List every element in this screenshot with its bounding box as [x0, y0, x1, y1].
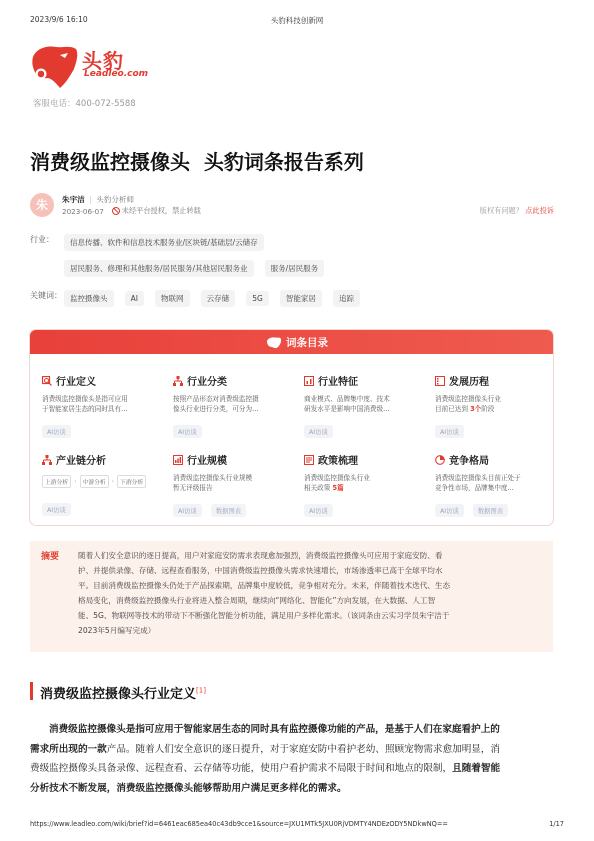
toc-card-desc [304, 483, 422, 493]
toc-card-desc: 消费级监控摄像头行业规模 [173, 474, 253, 482]
keyword-tag[interactable]: 智能家居 [280, 290, 322, 307]
abstract-line: 格局变化，消费级监控摄像头行业将进入整合周期，继续向“网络化、智能化”方向发展，在大数据、人工智 [78, 596, 436, 606]
page-number: 1/17 [549, 820, 564, 828]
brand-name: 头豹 [82, 49, 124, 73]
toc-card-desc: 于智能家居生态的同时具有... [42, 405, 128, 414]
keyword-tag[interactable]: AI [125, 291, 144, 306]
toc-card-desc-post: 阶段 [481, 405, 495, 414]
keyword-tag[interactable]: 追踪 [333, 290, 360, 307]
toc-card-desc-pre: 目前已达到 [435, 405, 471, 414]
abstract-line: 2023年5月编写完成） [78, 626, 156, 636]
hotline: 客服电话：400-072-5588 [33, 99, 136, 109]
toc-card-definition[interactable] [42, 373, 160, 438]
section-accent-bar [30, 682, 33, 700]
toc-card-desc: 消费级监控摄像头目前正处于 [435, 474, 521, 482]
abstract-line: 能、5G、物联网等技术的带动下不断强化智能分析功能，满足用户多样化需求。（该词条由云实习学员朱宇洁于 [78, 611, 450, 621]
timeline-icon [435, 376, 445, 386]
copyright-notice: 未经平台授权，禁止转载 [121, 206, 201, 215]
leadleo-logo[interactable] [30, 43, 80, 95]
toc-banner [30, 330, 553, 354]
hierarchy-icon [173, 376, 183, 386]
ai-interview-pill[interactable]: AI访谈 [304, 504, 333, 517]
toc-card-title: 发展历程 [449, 377, 489, 388]
print-site-title: 头豹科技创新网 [270, 16, 324, 25]
definition-bold: 需求所出现的一款 [30, 743, 107, 755]
toc-card-chain[interactable] [42, 452, 160, 516]
author-name[interactable]: 朱宇洁 [62, 195, 85, 204]
abstract-box [30, 541, 553, 652]
abstract-line: 护、并提供录像、存储、远程查看服务，中国消费级监控摄像头需求快速增长，市场渗透率已高于全球平均水 [78, 566, 443, 576]
toc-card-desc: 研发水平是影响中国消费级... [304, 405, 390, 414]
industry-tags [64, 230, 270, 251]
toc-card-desc: 竞争性市场，品牌集中度... [435, 484, 514, 493]
policy-icon [304, 455, 314, 465]
toc-card-title: 行业规模 [187, 456, 227, 467]
leopard-icon [266, 336, 282, 350]
definition-bold: 且随着智能 [452, 763, 501, 775]
ai-interview-pill[interactable]: AI访谈 [173, 425, 202, 438]
toc-title: 词条目录 [286, 337, 328, 349]
section-title-text: 消费级监控摄像头行业定义 [40, 687, 197, 702]
toc-card-history[interactable] [435, 373, 547, 438]
section-title [40, 683, 206, 702]
pie-icon [435, 455, 445, 465]
toc-card-title: 行业定义 [56, 377, 96, 388]
toc-panel [30, 330, 553, 525]
footer-url[interactable]: https://www.leadleo.com/wiki/brief?id=6461eac685ea40c43db9cce1&source=JXU1MTk5JXU0RjVDMTY4NDEzODY5NDkwNQ== [30, 820, 448, 828]
toc-card-desc: 消费级监控摄像头行业 [435, 395, 501, 403]
toc-card-policy[interactable] [304, 452, 422, 517]
toc-card-title: 政策梳理 [318, 456, 358, 467]
leopard-head-icon [30, 43, 80, 91]
footnote-ref[interactable]: [1] [196, 686, 206, 695]
toc-card-competition[interactable] [435, 452, 547, 517]
toc-card-desc [435, 404, 547, 414]
search-icon [42, 376, 52, 386]
ai-interview-pill[interactable]: AI访谈 [435, 425, 464, 438]
toc-card-title: 行业分类 [187, 377, 227, 388]
author-line: 朱宇洁 | 头豹分析师 [62, 195, 135, 204]
copyright-complaint [480, 206, 554, 216]
toc-card-desc: 暂无评级报告 [173, 484, 213, 493]
stage-count: 3个 [470, 405, 482, 414]
keyword-tag[interactable]: 5G [246, 291, 269, 306]
data-chart-pill[interactable]: 数据图表 [211, 504, 246, 517]
toc-card-desc: 像头行业进行分类，可分为... [173, 405, 259, 414]
abstract-text [78, 548, 548, 638]
policy-count: 5篇 [332, 484, 344, 493]
keyword-tag[interactable]: 云存储 [201, 290, 236, 307]
keyword-tags [64, 286, 366, 307]
toc-card-desc-pre: 相关政策 [304, 484, 333, 493]
definition-bold: 消费级监控摄像头是指可应用于智能家居生态的同时具有监控摄像功能的产品，是基于人们在家庭看护上的 [49, 724, 500, 735]
industry-label: 行业： [30, 235, 54, 244]
industry-tag[interactable]: 居民服务、修理和其他服务/居民服务/其他居民服务业 [64, 260, 254, 277]
ai-interview-pill[interactable]: AI访谈 [304, 425, 333, 438]
ai-interview-pill[interactable]: AI访谈 [42, 425, 71, 438]
brand-domain: Leadleo.com [84, 69, 149, 79]
toc-card-desc: 消费级监控摄像头行业 [304, 474, 370, 482]
toc-card-title: 产业链分析 [56, 456, 106, 467]
page-title: 消费级监控摄像头 头豹词条报告系列 [30, 150, 364, 174]
publish-date: 2023-06-07 [62, 206, 104, 216]
ai-interview-pill[interactable]: AI访谈 [42, 503, 71, 516]
chain-flow: 上游分析 › 中游分析 › 下游分析 [42, 475, 160, 488]
ai-interview-pill[interactable]: AI访谈 [435, 504, 464, 517]
industry-tags-row2 [64, 256, 330, 277]
toc-card-title: 竞争格局 [449, 456, 489, 467]
keyword-tag[interactable]: 监控摄像头 [64, 290, 114, 307]
chain-downstream: 下游分析 [117, 475, 146, 488]
chart-icon [304, 376, 314, 386]
definition-paragraph [30, 720, 560, 799]
toc-card-desc: 消费级监控摄像头是指可应用 [42, 395, 128, 403]
toc-card-desc: 商业模式、品牌集中度、技术 [304, 395, 390, 403]
abstract-label: 摘要 [41, 552, 60, 562]
chain-icon [42, 455, 52, 465]
definition-bold: 分析技术不断发展，消费级监控摄像头能够帮助用户满足更多样化的需求。 [30, 782, 347, 794]
industry-tag[interactable]: 信息传播、软件和信息技术服务业/区块链/基础层/云储存 [64, 234, 264, 251]
data-chart-pill[interactable]: 数据图表 [473, 504, 508, 517]
copyright-question: 版权有问题？ [479, 206, 523, 215]
definition-text: 产品。随着人们安全意识的逐日提升，对于家庭安防中看护老幼、照顾宠物需求愈加明显，消 [106, 743, 501, 755]
complain-link[interactable]: 点此投诉 [525, 206, 554, 215]
abstract-line: 平。目前消费级监控摄像头仍处于产品探索期，品牌集中度较低，竞争相对充分。未来，伴随着技术迭代、生态 [78, 581, 451, 591]
author-meta [62, 206, 201, 216]
print-datetime: 2023/9/6 16:10 [30, 15, 88, 24]
chain-midstream: 中游分析 [80, 475, 109, 488]
author-avatar: 朱 [30, 193, 54, 217]
keyword-tag[interactable]: 物联网 [155, 290, 190, 307]
toc-card-features[interactable] [304, 373, 422, 438]
author-role: 头豹分析师 [96, 195, 135, 204]
ai-interview-pill[interactable]: AI访谈 [173, 504, 202, 517]
toc-card-classification[interactable] [173, 373, 291, 438]
keywords-label: 关键词： [30, 291, 62, 300]
bars-icon [173, 455, 183, 465]
toc-card-scale[interactable] [173, 452, 291, 517]
toc-card-title: 行业特征 [318, 377, 358, 388]
no-entry-icon [112, 207, 120, 215]
abstract-line: 随着人们安全意识的逐日提高，用户对家庭安防需求表现愈加强烈，消费级监控摄像头可应用于家庭安防、看 [78, 551, 443, 560]
industry-tag[interactable]: 服务/居民服务 [265, 260, 325, 277]
chain-upstream: 上游分析 [42, 475, 71, 488]
toc-card-desc: 按照产品形态对消费级监控摄 [173, 395, 259, 403]
definition-text: 费级监控摄像头具备录像、远程查看、云存储等功能，使用户看护需求不局限于时间和地点的限制， [30, 763, 453, 775]
